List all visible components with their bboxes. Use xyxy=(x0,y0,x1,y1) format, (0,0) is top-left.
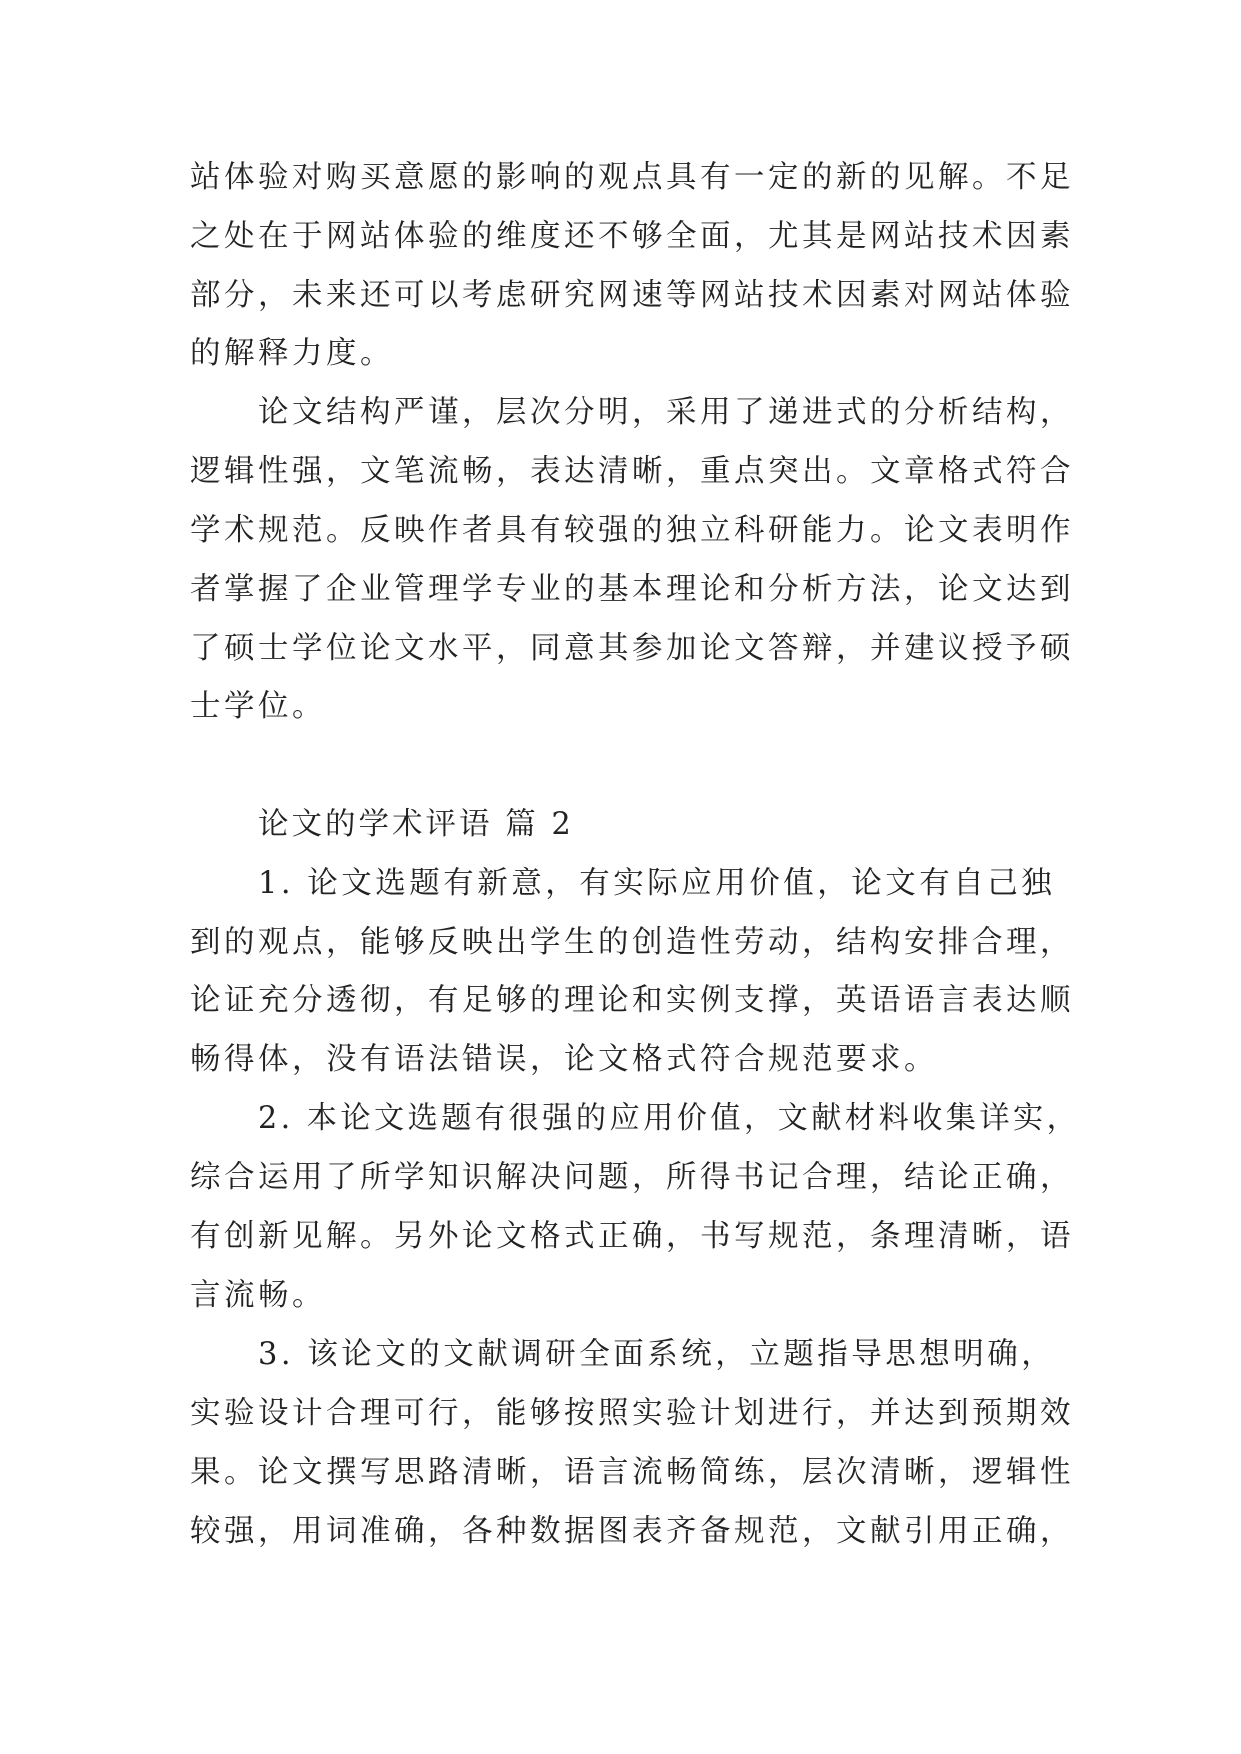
text-line: 较强，用词准确，各种数据图表齐备规范，文献引用正确， xyxy=(190,1514,1074,1549)
text-line: 部分，未来还可以考虑研究网速等网站技术因素对网站体验 xyxy=(190,278,1074,313)
text-line: 1. 论文选题有新意，有实际应用价值，论文有自己独 xyxy=(258,866,1056,901)
text-line: 者掌握了企业管理学专业的基本理论和分析方法，论文达到 xyxy=(190,572,1074,607)
text-line: 论文结构严谨，层次分明，采用了递进式的分析结构， xyxy=(258,395,1074,430)
text-line: 到的观点，能够反映出学生的创造性劳动，结构安排合理， xyxy=(190,925,1074,960)
text-line: 3. 该论文的文献调研全面系统，立题指导思想明确， xyxy=(258,1337,1056,1372)
text-line: 士学位。 xyxy=(190,689,326,724)
text-line: 畅得体，没有语法错误，论文格式符合规范要求。 xyxy=(190,1042,938,1077)
text-line: 逻辑性强，文笔流畅，表达清晰，重点突出。文章格式符合 xyxy=(190,454,1074,489)
text-line: 的解释力度。 xyxy=(190,336,394,371)
text-line: 有创新见解。另外论文格式正确，书写规范，条理清晰，语 xyxy=(190,1219,1074,1254)
text-line: 站体验对购买意愿的影响的观点具有一定的新的见解。不足 xyxy=(190,160,1074,195)
text-line: 言流畅。 xyxy=(190,1278,326,1313)
text-line: 实验设计合理可行，能够按照实验计划进行，并达到预期效 xyxy=(190,1396,1074,1431)
text-line: 综合运用了所学知识解决问题，所得书记合理，结论正确， xyxy=(190,1160,1074,1195)
text-line: 2. 本论文选题有很强的应用价值，文献材料收集详实， xyxy=(258,1101,1081,1136)
section-heading: 论文的学术评语 篇 2 xyxy=(258,807,574,842)
text-line: 之处在于网站体验的维度还不够全面，尤其是网站技术因素 xyxy=(190,219,1074,254)
text-line: 论证充分透彻，有足够的理论和实例支撑，英语语言表达顺 xyxy=(190,983,1074,1018)
text-line: 果。论文撰写思路清晰，语言流畅简练，层次清晰，逻辑性 xyxy=(190,1455,1074,1490)
text-line: 学术规范。反映作者具有较强的独立科研能力。论文表明作 xyxy=(190,513,1074,548)
text-line: 了硕士学位论文水平，同意其参加论文答辩，并建议授予硕 xyxy=(190,631,1074,666)
